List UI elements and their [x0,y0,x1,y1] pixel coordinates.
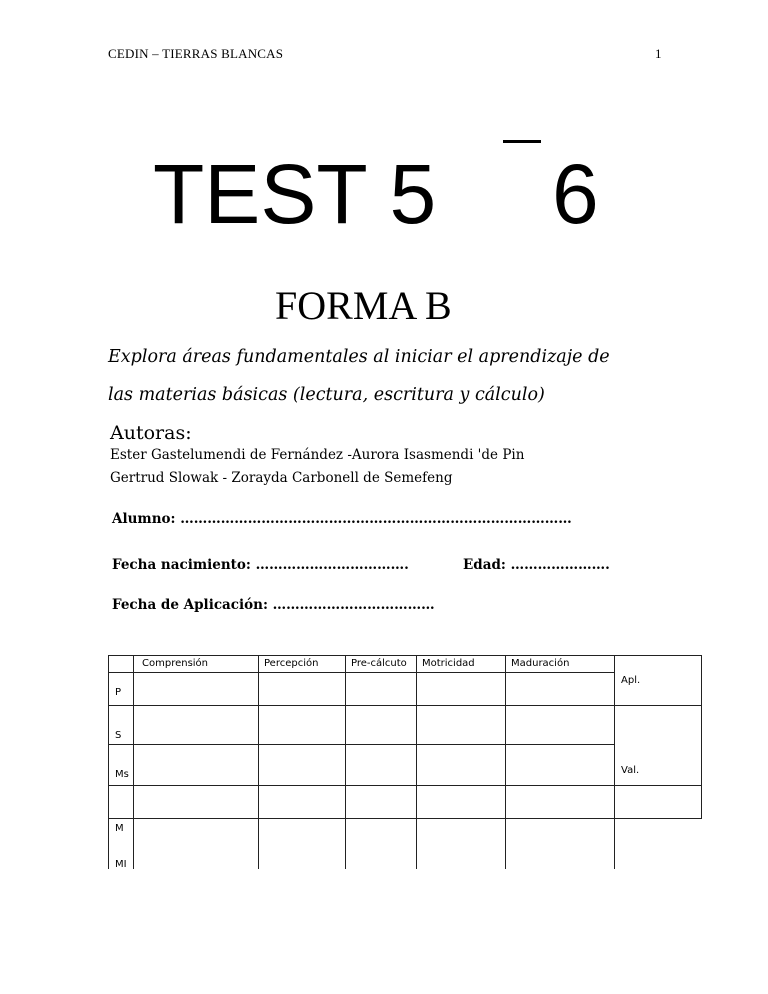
side-cell [615,786,702,819]
score-cell[interactable] [346,673,417,706]
side-cell [615,706,702,745]
score-cell[interactable] [346,786,417,819]
score-cell[interactable] [259,786,346,819]
row-label-cell [109,786,134,819]
score-cell[interactable] [259,745,346,786]
column-header: Comprensión [134,656,259,673]
score-cell[interactable] [506,673,615,706]
score-cell[interactable] [417,706,506,745]
test-title-suffix: 6 [552,147,599,241]
score-cell[interactable] [134,786,259,819]
score-cell[interactable] [506,786,615,819]
table-row [109,706,702,745]
description-line-1: Explora áreas fundamentales al iniciar el aprendizaje de [108,347,610,367]
row-label-cell: M MI [109,819,134,870]
page-number: 1 [655,46,662,61]
score-cell[interactable] [346,819,417,870]
row-label-cell: P [109,673,134,706]
fecha-nacimiento-field[interactable]: Fecha nacimiento: ……………………………. [112,557,409,573]
row-label-cell: Ms [109,745,134,786]
authors-line-2: Gertrud Slowak - Zorayda Carbonell de Semefeng [110,470,453,486]
fecha-aplicacion-field[interactable]: Fecha de Aplicación: ……………………………… [112,597,435,613]
description-line-2: las materias básicas (lectura, escritura y cálculo) [108,385,545,405]
test-title-main: TEST 5 [153,147,437,241]
column-header: Maduración [506,656,615,673]
score-cell[interactable] [417,819,506,870]
score-cell[interactable] [506,745,615,786]
alumno-field[interactable]: Alumno: …………………………………………………………………………… [112,511,572,527]
header-institution: CEDIN – TIERRAS BLANCAS [108,46,284,61]
side-cell: Val. [615,745,702,786]
scores-table [108,655,702,869]
table-row [109,673,702,706]
column-header: Percepción [259,656,346,673]
form-subtitle-text: FORMA B [275,283,452,328]
column-header: Motricidad [417,656,506,673]
edad-field[interactable]: Edad: …………………. [463,557,610,573]
table-header-row [109,656,702,673]
authors-line-1: Ester Gastelumendi de Fernández -Aurora Isasmendi 'de Pin [110,447,525,463]
column-header: Pre-cálcuto [346,656,417,673]
score-cell[interactable] [506,819,615,870]
table-row [109,745,702,786]
side-column [615,656,702,673]
description [108,338,708,414]
score-cell[interactable] [417,673,506,706]
title-dash [503,140,541,143]
score-cell[interactable] [134,673,259,706]
score-cell[interactable] [417,786,506,819]
score-cell[interactable] [259,706,346,745]
score-cell[interactable] [259,673,346,706]
table-corner-cell [109,656,134,673]
row-label-cell: S [109,706,134,745]
table-row [109,786,702,819]
score-cell[interactable] [506,706,615,745]
score-cell[interactable] [134,819,259,870]
score-cell[interactable] [259,819,346,870]
score-cell[interactable] [134,745,259,786]
table-row [109,819,702,870]
score-cell[interactable] [134,706,259,745]
side-cell: Apl. [615,673,702,706]
score-cell[interactable] [346,706,417,745]
score-cell[interactable] [417,745,506,786]
score-cell[interactable] [346,745,417,786]
side-cell [615,819,702,870]
authors-heading: Autoras: [110,422,192,444]
